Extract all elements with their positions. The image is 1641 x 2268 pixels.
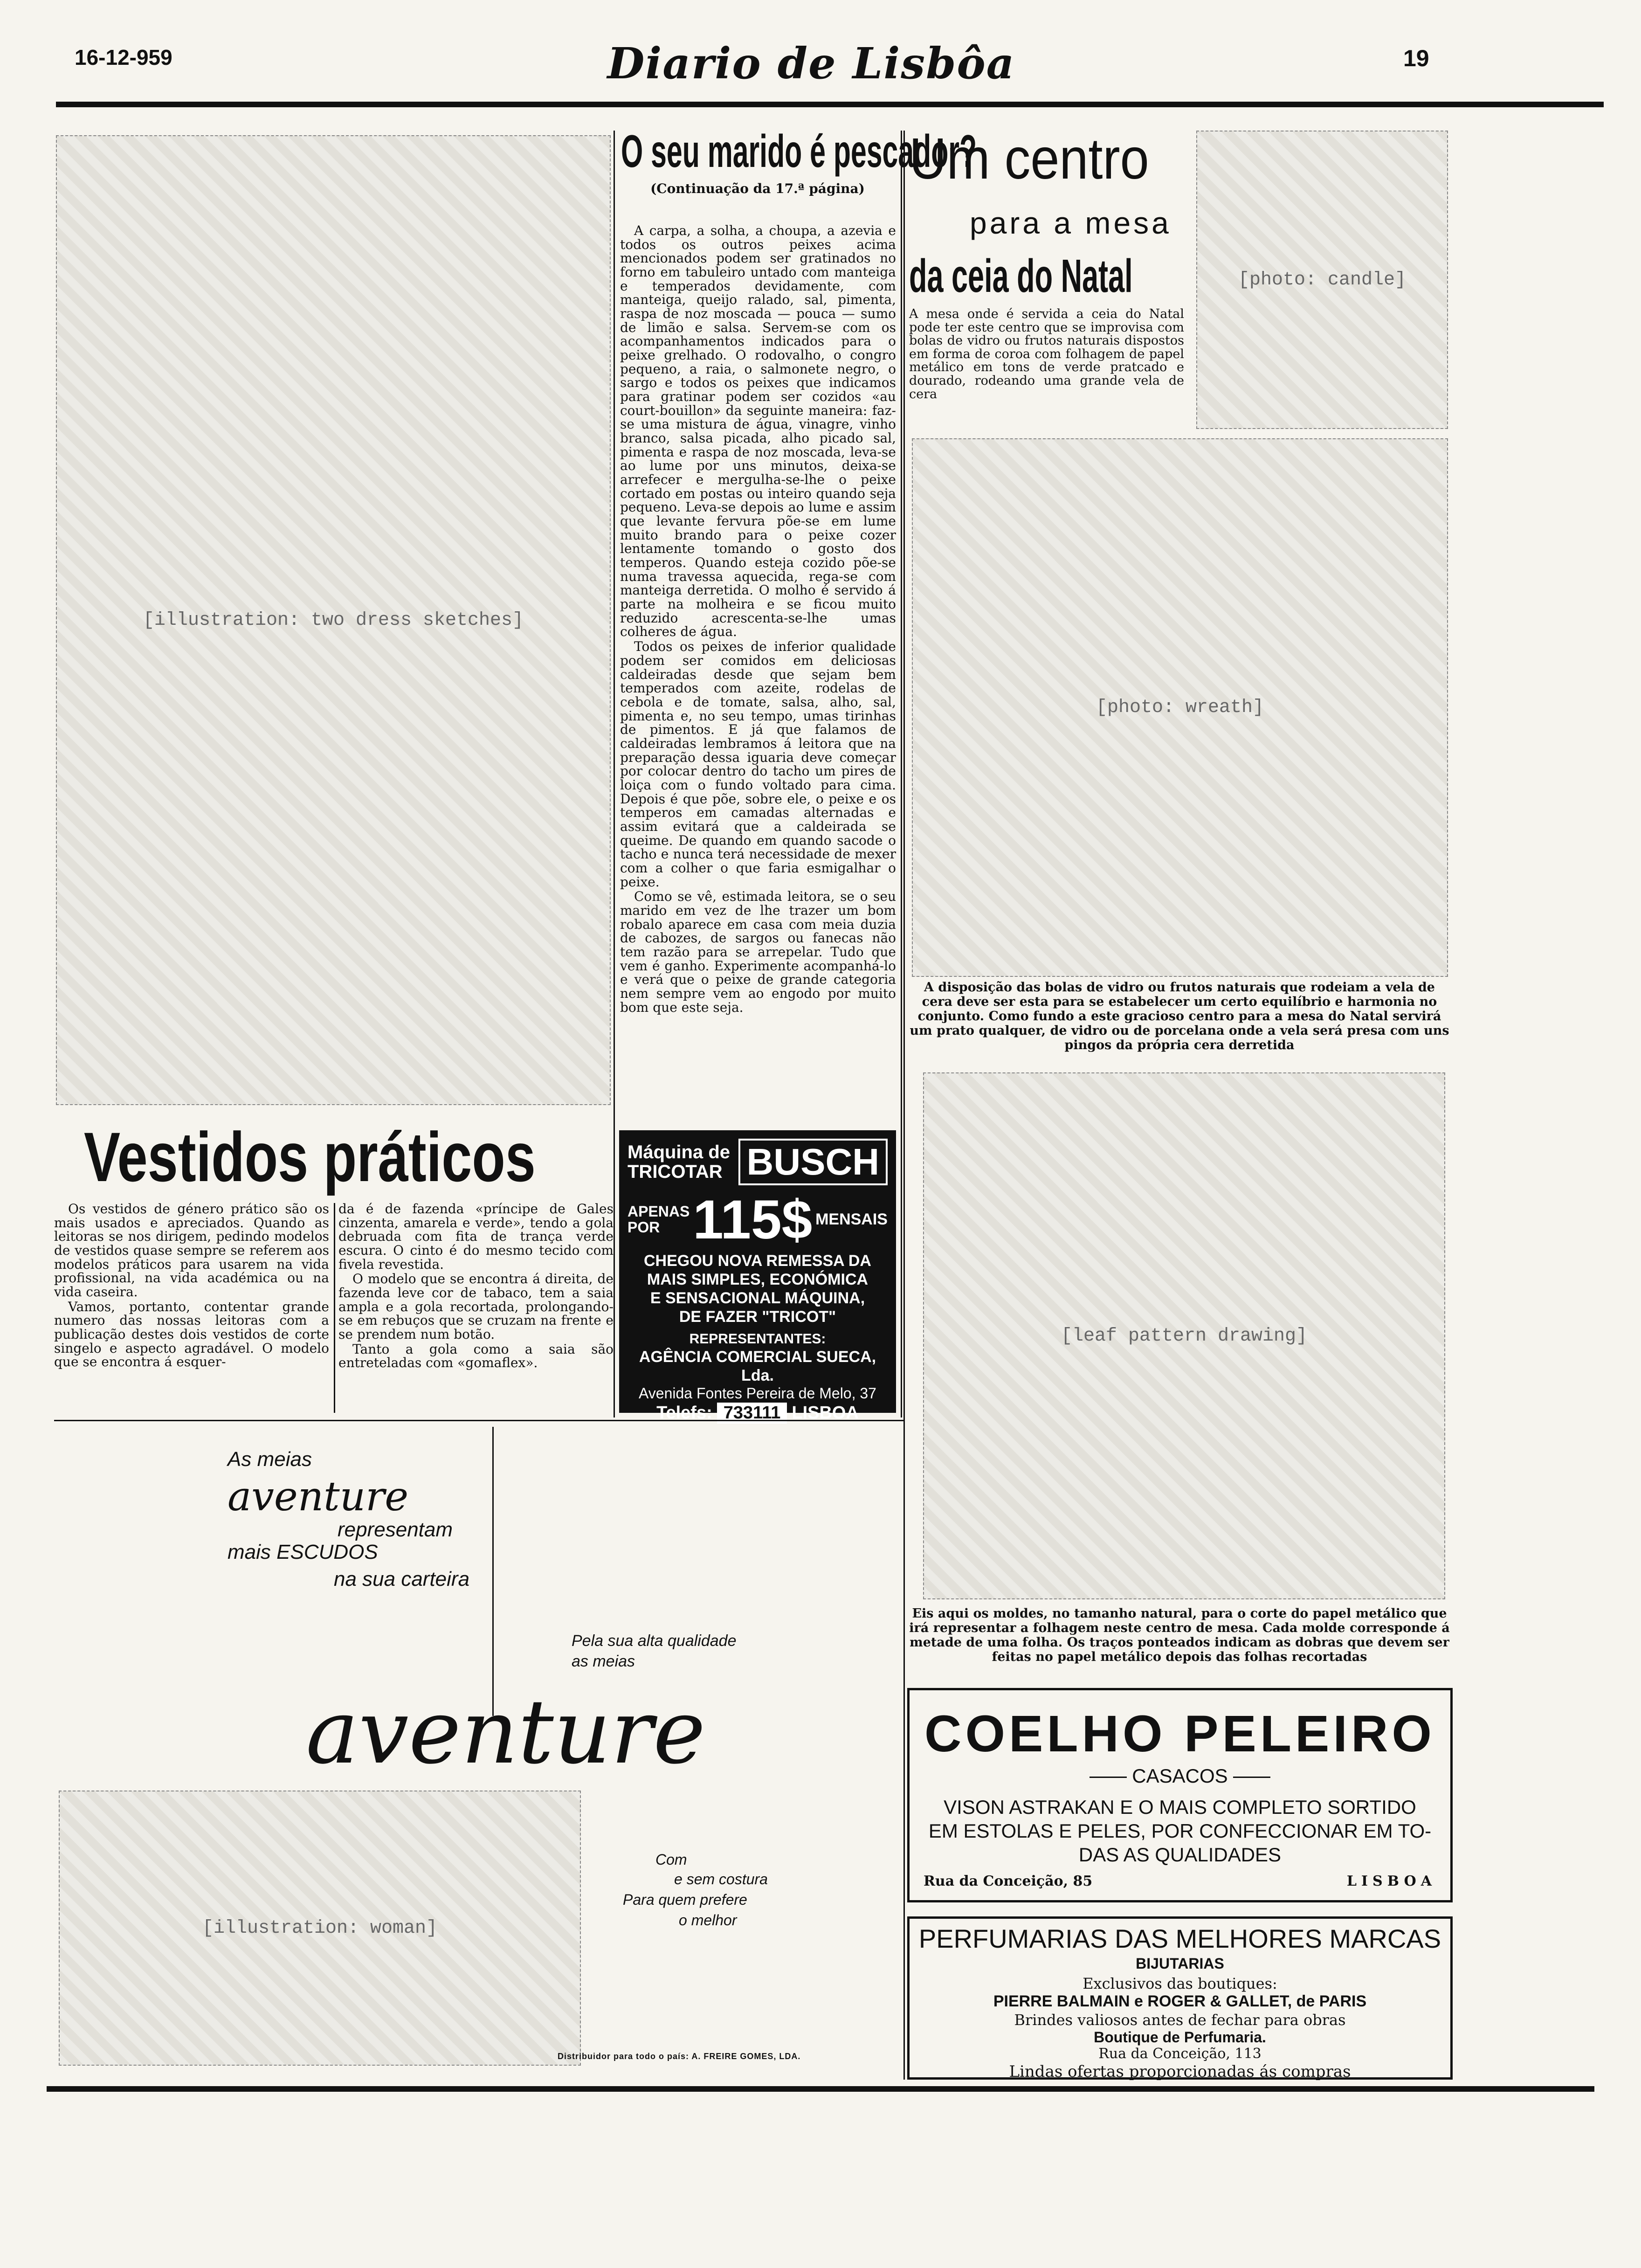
aventure-representam: representam [338,1518,453,1541]
busch-copy-line: MAIS SIMPLES, ECONÓMICA [647,1271,869,1289]
column-rule [903,131,905,2080]
perfume-ofertas: Lindas ofertas proporcionadas ás compras [1009,2062,1351,2081]
busch-phone: 733111 [717,1403,787,1424]
aventure-brand-small: aventure [228,1473,409,1520]
busch-ad-copy [627,1252,888,1326]
busch-apenas: APENAS [627,1203,690,1220]
column-rule [614,131,615,1418]
busch-por: POR [627,1219,660,1236]
busch-mensais: MENSAIS [815,1210,888,1229]
perfume-title: PERFUMARIAS DAS MELHORES MARCAS [918,1924,1441,1953]
newspaper-title: Diario de Lisbôa [607,38,1015,89]
column-rule [334,1203,335,1413]
fish-article-body [620,224,896,1015]
fish-subhead: (Continuação da 17.ª página) [650,181,865,196]
leaf-pattern-caption: Eis aqui os moldes, no tamanho natural, para o corte do papel metálico que irá representar a folhagem neste centro de mesa. Cada molde corresponde á metade de uma folha. Os traços ponteados indicam as dobras que devem ser feitas no papel metálico depois das folhas recortadas [909,1606,1450,1665]
masthead-rule [56,102,1604,107]
coelho-line: DAS AS QUALIDADES [1078,1844,1282,1866]
wreath-photo: [photo: wreath] [912,438,1448,977]
aventure-stockings-ad [54,1427,903,2080]
fish-paragraph: Como se vê, estimada leitora, se o seu marido em vez de lhe trazer um bom robalo aparece em casa com meia duzia de cabozes, de sargos ou fanecas não tem razão para se arrepelar. Tudo que vem é ganho. Experimente acompanhá-lo e verá que o peixe de grande categoria nem sempre vem ao engodo por muito bom que este seja. [620,889,896,1015]
aventure-na-sua-carteira: na sua carteira [334,1568,470,1590]
coelho-body [910,1795,1450,1867]
coelho-peleiro-ad [907,1688,1453,1902]
fashion-paragraph: Os vestidos de género prático são os mais usados e apreciados. Quando as leitoras se nos dirigem, pedindo modelos de vestidos quase sempre se referem aos modelos práticos para usarem na vida profissional, na vida académica ou na vida caseira. [54,1201,329,1300]
fashion-paragraph: Tanto a gola como a saia são entreteladas com «gomaflex». [338,1341,614,1371]
busch-address: Avenida Fontes Pereira de Melo, 37 [639,1385,876,1402]
centerpiece-intro-text: A mesa onde é servida a ceia do Natal pode ter este centro que se improvisa com bolas de vidro ou frutos naturais dispostos em forma de coroa com folhagem de papel metálico em tons de verde pratcado e dourado, rodeando uma grande vela de cera [909,307,1184,401]
perfumarias-ad [907,1916,1453,2080]
busch-copy-line: CHEGOU NOVA REMESSA DA [643,1252,871,1270]
fashion-illustration: [illustration: two dress sketches] [56,135,611,1105]
busch-knitting-machine-ad [619,1130,896,1423]
stocking-illustration: [illustration: woman] [59,1791,581,2066]
aventure-distribuidor: Distribuidor para todo o país: A. FREIRE GOMES, LDA. [558,2052,801,2061]
issue-date: 16-12-959 [75,45,172,69]
aventure-pela-sua: Pela sua alta qualidade [572,1632,737,1650]
coelho-title: COELHO PELEIRO [924,1705,1435,1763]
section-rule [54,1420,903,1421]
busch-copy-line: E SENSACIONAL MÁQUINA, [650,1289,865,1307]
aventure-para-quem: Para quem prefere [623,1891,747,1908]
coelho-address: Rua da Conceição, 85 [924,1873,1093,1889]
column-rule [901,131,902,1418]
busch-apenas-por [627,1204,689,1235]
busch-copy-line: DE FAZER "TRICOT" [679,1308,836,1326]
aventure-sem-costura: e sem costura [674,1871,768,1888]
fashion-paragraph: O modelo que se encontra á direita, de fazenda leve cor de tabaco, tem a saia ampla e a gola recortada, prolongando-se em rebuços que se cruzam na frente e se prendem num botão. [338,1271,614,1342]
busch-tricotar-label: TRICOTAR [627,1162,723,1182]
aventure-as-meias-2: as meias [572,1653,635,1670]
footer-rule [47,2086,1594,2092]
leaf-pattern-drawing: [leaf pattern drawing] [923,1072,1445,1599]
aventure-as-meias: As meias [228,1448,312,1471]
wreath-photo-caption: A disposição das bolas de vidro ou frutos naturais que rodeiam a vela de cera deve ser esta para se estabelecer um certo equilíbrio e harmonia no conjunto. Como fundo a este gracioso centro para a mesa do Natal servirá um prato qualquer, de vidro ou de porcelana onde a vela será presa com uns pingos da própria cera derretida [910,980,1449,1053]
coelho-casacos-row [910,1765,1450,1787]
perfume-bijutarias: BIJUTARIAS [1136,1955,1224,1972]
fish-paragraph: Todos os peixes de inferior qualidade podem ser comidos em deliciosas caldeiradas desde que sejam bem temperados com azeite, rodelas de cebola e de tomate, salsa, alho, sal, pimenta e, no seu tempo, umas tirinhas de pimentos. E já que falamos de caldeiradas lembramos á leitora que na preparação dessa iguaria deve começar por colocar dentro do tacho um pires de loiça com o fundo voltado para cima. Depois é que põe, sobre ele, o peixe e os temperos em camadas alternadas e assim evitará que a caldeirada se queime. De quando em quando sacode o tacho e nunca terá necessidade de mexer com a colher o que faria esmigalhar o peixe. [620,639,896,890]
busch-city: LISBOA [792,1403,859,1423]
perfume-rua: Rua da Conceição, 113 [1098,2046,1262,2062]
fish-headline: O seu marido é pescador? [621,125,977,177]
aventure-brand-large: aventure [306,1680,706,1784]
coelho-line: EM ESTOLAS E PELES, POR CONFECCIONAR EM TO- [928,1820,1432,1842]
candle-photo: [photo: candle] [1196,131,1448,429]
coelho-city: LISBOA [1346,1873,1436,1889]
perfume-brindes: Brindes valiosos antes de fechar para obras [1014,2011,1346,2029]
fashion-paragraph: Vamos, portanto, contentar grande numero das nossas leitoras com a publicação destes dois vestidos de corte singelo e aspecto agradável. O modelo que se encontra á esquer- [54,1299,329,1370]
busch-phone-label: Telefs: [656,1403,712,1423]
perfume-boutique: Boutique de Perfumaria. [1094,2029,1266,2046]
coelho-line: VISON ASTRAKAN E O MAIS COMPLETO SORTIDO [944,1796,1416,1818]
busch-ad-heading [627,1142,730,1182]
fashion-paragraph: da é de fazenda «príncipe de Gales cinzenta, amarela e verde», tendo a gola debruada com fita de trança verde escura. O cinto é do mesmo tecido com fivela revestida. [338,1201,614,1272]
centerpiece-intro [909,308,1184,402]
page-number: 19 [1403,45,1429,71]
busch-maquina-label: Máquina de [627,1142,731,1162]
centerpiece-headline-3: da ceia do Natal [909,250,1133,302]
busch-agency: AGÊNCIA COMERCIAL SUECA, Lda. [639,1348,876,1384]
fashion-column-1 [54,1202,329,1370]
aventure-o-melhor: o melhor [679,1912,737,1929]
fish-paragraph: A carpa, a solha, a choupa, a azevia e todos os outros peixes acima mencionados podem ser gratinados no forno em tabuleiro untado com manteiga e temperados devidamente, com manteiga, queijo ralado, sal, pimenta, raspa de noz moscada — pouca — sumo de limão e salsa. Servem-se com os acompanhamentos indicados para o peixe grelhado. O rodovalho, o congro pequeno, a raia, o salmonete negro, o sargo e todos os peixes que indicamos para gratinar podem ser cozidos «au court-bouillon» da seguinte maneira: faz-se uma mistura de água, vinagre, vinho branco, salsa picada, alho picado sal, pimenta e raspa de noz moscada, leva-se ao lume por uns minutos, deixa-se arrefecer e mergulha-se-lhe o peixe cortado em postas ou inteiro quando seja pequeno. Leva-se depois ao lume e assim que levante fervura põe-se em lume muito brando para o peixe cozer lentamente tomando o gosto dos temperos. Quando esteja cozido põe-se numa travessa aquecida, rega-se com manteiga derretida. O molho é servido á parte na molheira e se ficou muito reduzido acrescenta-se-lhe umas colheres de água. [620,223,896,640]
perfume-brands: PIERRE BALMAIN e ROGER & GALLET, de PARIS [993,1992,1367,2010]
fashion-column-2 [338,1202,614,1371]
centerpiece-headline-2: para a mesa [970,206,1172,240]
fashion-headline: Vestidos práticos [84,1118,536,1196]
ad-divider [492,1427,494,1716]
coelho-casacos: CASACOS [1132,1765,1228,1787]
aventure-com: Com [655,1851,687,1868]
busch-price: 115$ [693,1189,813,1251]
centerpiece-headline-1: Um centro [909,127,1149,191]
aventure-mais-escudos: mais ESCUDOS [228,1541,378,1563]
busch-logo: BUSCH [738,1139,888,1185]
busch-representantes: REPRESENTANTES: [689,1331,826,1347]
perfume-exclusivos: Exclusivos das boutiques: [1083,1975,1277,1992]
